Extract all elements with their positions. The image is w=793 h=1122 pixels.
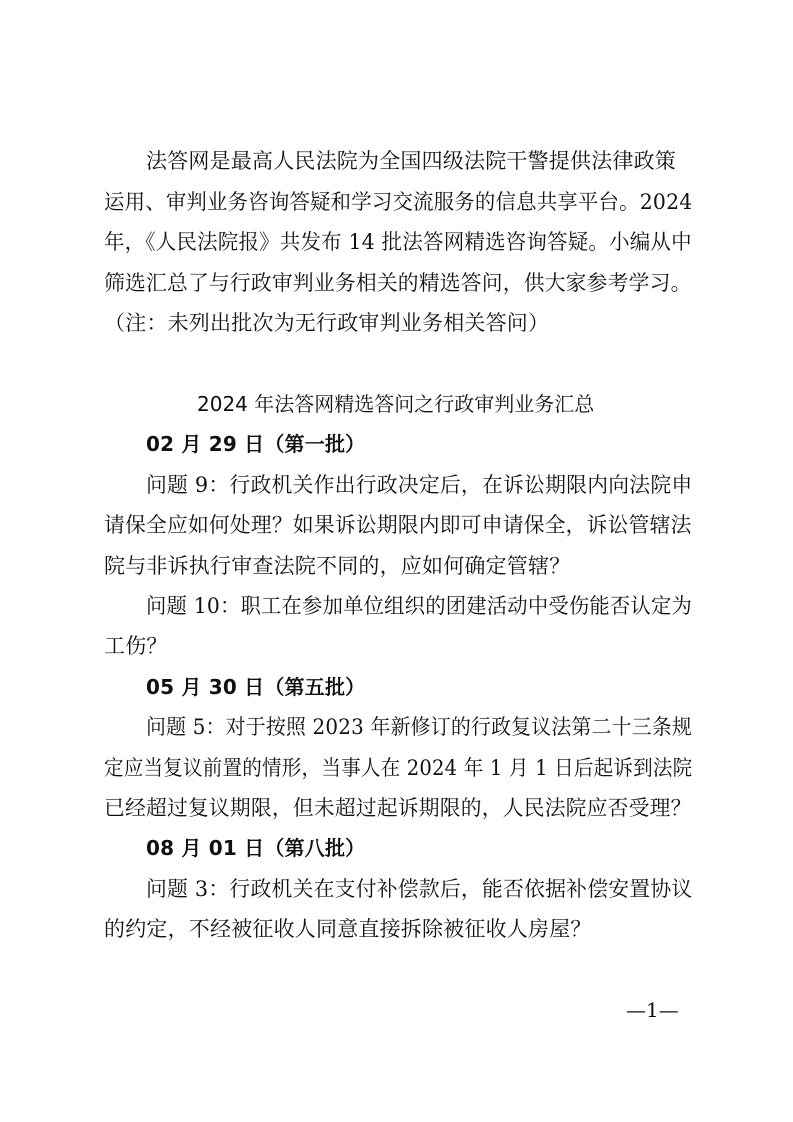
question-line: 问题 3：行政机关在支付补偿款后，能否依据补偿安置协议: [146, 877, 693, 901]
question-line: 院与非诉执行审查法院不同的，应如何确定管辖？: [104, 554, 571, 578]
question-line: 工伤？: [104, 634, 168, 658]
intro-line-2: 运用、审判业务咨询答疑和学习交流服务的信息共享平台。2024: [104, 190, 693, 214]
question-line: 已经超过复议期限，但未超过起诉期限的，人民法院应否受理？: [104, 796, 692, 820]
page-number: —1—: [626, 998, 679, 1022]
question-line: 定应当复议前置的情形，当事人在 2024 年 1 月 1 日后起诉到法院: [104, 756, 693, 780]
question-line: 问题 9：行政机关作出行政决定后，在诉讼期限内向法院申: [146, 473, 693, 497]
batch-date-3: 08 月 01 日（第八批）: [146, 836, 366, 860]
question-line: 问题 10：职工在参加单位组织的团建活动中受伤能否认定为: [146, 594, 693, 618]
batch-date-1: 02 月 29 日（第一批）: [146, 432, 366, 456]
intro-line-1: 法答网是最高人民法院为全国四级法院干警提供法律政策: [146, 149, 676, 173]
question-line: 请保全应如何处理？如果诉讼期限内即可申请保全，诉讼管辖法: [104, 513, 692, 537]
intro-line-4: 筛选汇总了与行政审判业务相关的精选答问，供大家参考学习。: [104, 271, 692, 295]
section-title: 2024 年法答网精选答问之行政审判业务汇总: [197, 392, 595, 416]
question-line: 的约定，不经被征收人同意直接拆除被征收人房屋？: [104, 917, 592, 941]
intro-line-3: 年，《人民法院报》共发布 14 批法答网精选咨询答疑。小编从中: [104, 230, 692, 254]
question-line: 问题 5：对于按照 2023 年新修订的行政复议法第二十三条规: [146, 715, 693, 739]
intro-note: （注：未列出批次为无行政审判业务相关答问）: [104, 311, 550, 335]
batch-date-2: 05 月 30 日（第五批）: [146, 675, 366, 699]
